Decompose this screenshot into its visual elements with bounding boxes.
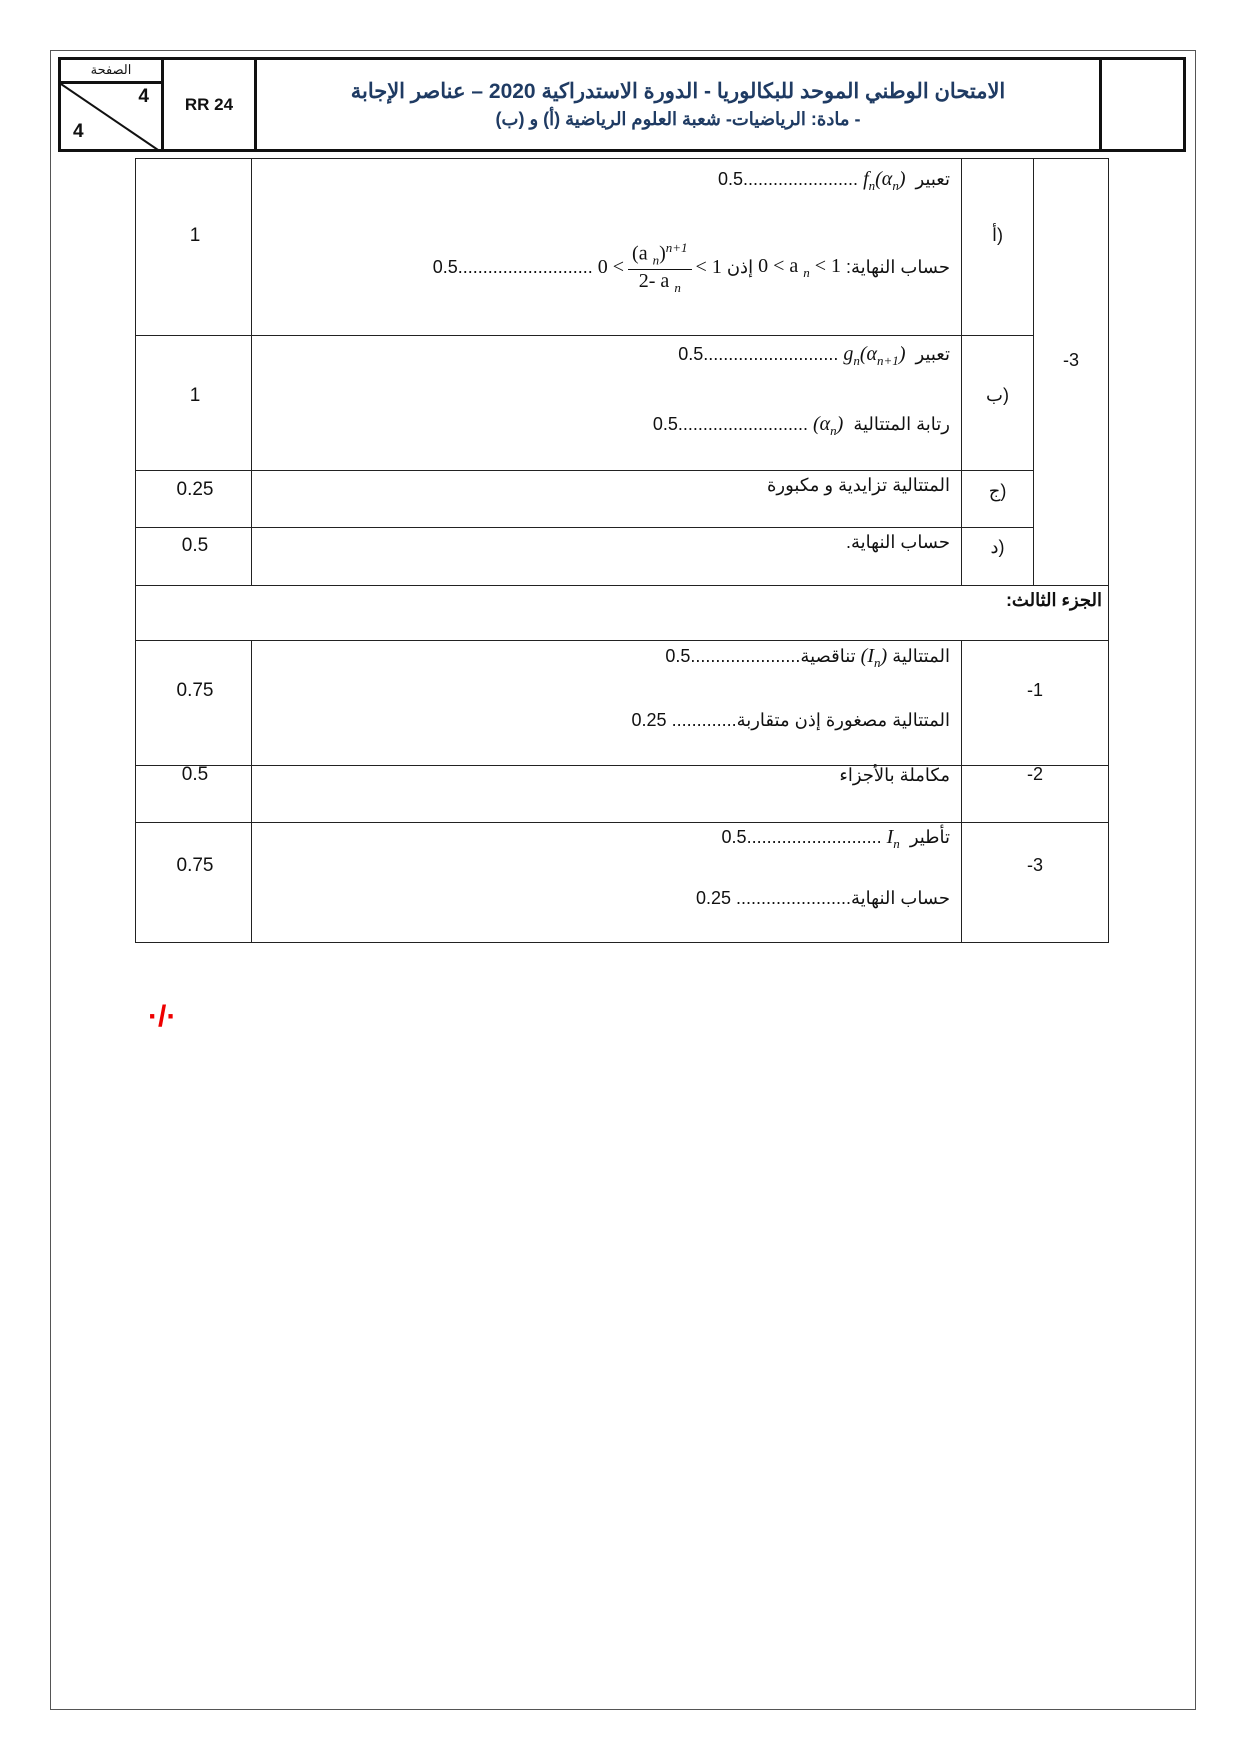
p3r2-number: -2	[1026, 764, 1043, 784]
exam-title-line2: - مادة: الرياضيات- شعبة العلوم الرياضية (أ) و (ب)	[495, 108, 861, 129]
q3a-label: أ)	[991, 225, 1003, 245]
q3b-line2	[653, 413, 950, 439]
q3d-score: 0.5	[181, 535, 209, 556]
page-frame	[50, 50, 1196, 1710]
q3c-label: ج)	[988, 481, 1007, 501]
header-empty-cell	[1102, 60, 1183, 149]
p3r3-number: -3	[1026, 855, 1043, 875]
p3r2-score: 0.5	[181, 764, 209, 785]
q3a-line2-then: إذن	[726, 257, 754, 278]
exam-header	[58, 57, 1186, 152]
p3r3-line2-points: 0.25 .......................	[695, 888, 852, 908]
q3a-line2: 0.5........................... 0 < $\frac{(a _n)^{n+1}}{2- a _n}$ < 1 إذن 0 < a $_n$ < 1 حساب النهاية:	[432, 240, 950, 295]
q3-number: -3	[1062, 350, 1079, 370]
p3r2-text: مكاملة بالأجزاء	[839, 765, 950, 785]
p3r3-line1-math: $I_n$	[886, 826, 900, 851]
p3r3-score: 0.75	[176, 855, 214, 876]
part3-title: الجزء الثالث:	[1005, 590, 1102, 610]
q3b-line1-math: $g_n(\alpha_{n+1})$	[843, 343, 906, 368]
q3b-line1-points: 0.5...........................	[678, 344, 839, 364]
q3b-line1-text: تعبير	[915, 344, 950, 364]
p3r3-line1	[722, 826, 950, 852]
p3r3-line1-points: 0.5...........................	[721, 827, 882, 847]
q3a-line2-text: حساب النهاية:	[846, 257, 950, 278]
q3b-line2-text: رتابة المتتالية	[853, 414, 950, 434]
q3c-text: المتتالية تزايدية و مكبورة	[767, 475, 950, 495]
q3b-line1	[678, 343, 950, 369]
p3r1-line1	[665, 645, 950, 671]
q3a-fraction: $\frac{(a _n)^{n+1}}{2- a _n}$	[628, 240, 692, 296]
q3a-line2-points: 0.5...........................	[432, 257, 593, 278]
page-current: 4	[138, 86, 149, 107]
q3b-line2-points: 0.5..........................	[652, 414, 808, 434]
p3r3-line2	[696, 888, 950, 909]
exam-code: RR 24	[164, 60, 257, 149]
q3c-score: 0.25	[176, 479, 214, 500]
p3r1-line2	[632, 710, 950, 731]
q3a-line1	[718, 168, 950, 194]
page-number-box	[61, 60, 164, 149]
end-mark: ·/·	[148, 1000, 177, 1033]
q3d-text: حساب النهاية.	[846, 532, 950, 552]
q3b-line2-math: $(\alpha_n)$	[812, 413, 844, 438]
p3r1-line1-points: 0.5......................	[665, 646, 801, 666]
p3r1-line2-text: المتتالية مصغورة إذن متقاربة	[736, 710, 950, 730]
q3b-score: 1	[189, 385, 201, 406]
exam-title	[257, 60, 1102, 149]
p3r1-score: 0.75	[176, 680, 214, 701]
p3r3-line2-text: حساب النهاية	[851, 888, 950, 908]
q3a-line1-points: 0.5.......................	[718, 169, 859, 189]
q3a-line1-text: تعبير	[915, 169, 950, 189]
p3r1-line1-math: $(I_n)$	[860, 645, 888, 670]
q3a-line1-math: $f_n(\alpha_n)$	[863, 168, 906, 193]
q3d-label: د)	[990, 537, 1005, 557]
page-total: 4	[73, 121, 84, 142]
q3b-label: ب)	[986, 385, 1009, 405]
p3r3-line1-text: تأطير	[909, 827, 950, 847]
q3a-score: 1	[189, 225, 201, 246]
p3r1-line1-rest: تناقصية	[800, 646, 856, 666]
page-label: الصفحة	[61, 60, 161, 84]
p3r1-number: -1	[1026, 680, 1043, 700]
p3r1-line2-points: 0.25 .............	[631, 710, 737, 730]
exam-title-line1: الامتحان الوطني الموحد للبكالوريا - الدورة الاستدراكية 2020 – عناصر الإجابة	[350, 79, 1006, 103]
p3r1-line1-text: المتتالية	[892, 646, 950, 666]
